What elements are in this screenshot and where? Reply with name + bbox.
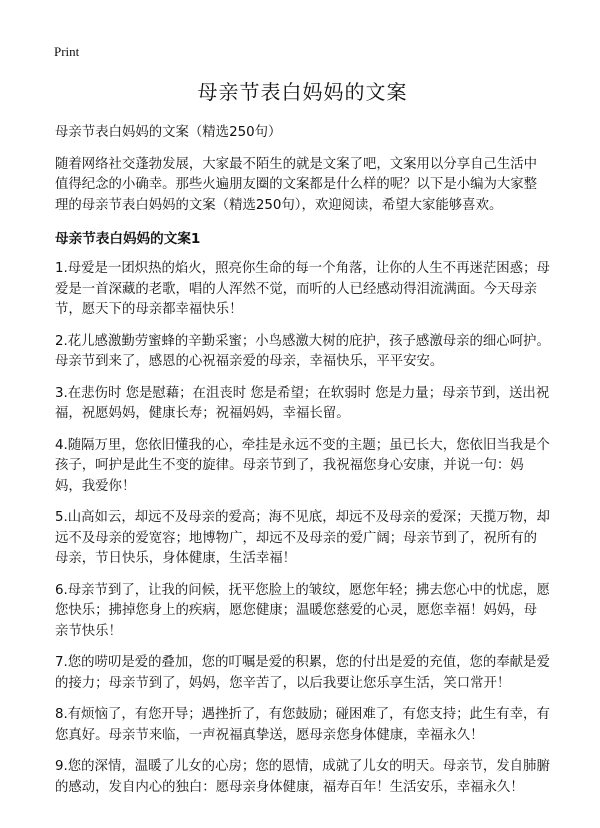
- list-item: 3.在悲伤时 您是慰藉；在沮丧时 您是希望；在软弱时 您是力量；母亲节到，送出祝福，祝愿妈妈，健康长寿；祝福妈妈，幸福长留。: [55, 385, 550, 421]
- list-item: 4.随隔万里，您依旧懂我的心，牵挂是永远不变的主题；虽已长大，您依旧当我是个孩子，呵护是此生不变的旋律。母亲节到了，我祝福您身心安康，并说一句：妈妈，我爱你！: [55, 437, 550, 494]
- section-heading: 母亲节表白妈妈的文案1: [55, 231, 201, 247]
- page-title: 母亲节表白妈妈的文案: [197, 80, 408, 104]
- list-item: 1.母爱是一团炽热的焰火，照亮你生命的每一个角落，让你的人生不再迷茫困惑；母爱是一首深藏的老歌，唱的人浑然不觉，而听的人已经感动得泪流满面。今天母亲节，愿天下的母亲都幸福快乐！: [55, 261, 550, 317]
- list-item: 7.您的唠叨是爱的叠加，您的叮嘱是爱的积累，您的付出是爱的充值，您的奉献是爱的接力；母亲节到了，妈妈，您辛苦了，以后我要让您乐享生活，笑口常开！: [55, 655, 550, 691]
- intro-paragraph: 随着网络社交蓬勃发展，大家最不陌生的就是文案了吧，文案用以分享自己生活中值得纪念的小确幸。那些火遍朋友圈的文案都是什么样的呢？以下是小编为大家整理的母亲节表白妈妈的文案（精选250句），欢迎阅读，希望大家能够喜欢。: [55, 156, 538, 213]
- list-item: 9.您的深情，温暖了儿女的心房；您的恩情，成就了儿女的明天。母亲节，发自肺腑的感动，发自内心的独白：愿母亲身体健康，福寿百年！生活安乐，幸福永久！: [55, 759, 550, 795]
- print-link[interactable]: Print: [54, 44, 80, 59]
- list-item: 6.母亲节到了，让我的问候，抚平您脸上的皱纹，愿您年轻；拂去您心中的忧虑，愿您快乐；拂掉您身上的疾病，愿您健康；温暖您慈爱的心灵，愿您幸福！妈妈，母亲节快乐！: [55, 582, 550, 639]
- subtitle: 母亲节表白妈妈的文案（精选250句）: [55, 125, 282, 140]
- list-item: 5.山高如云，却远不及母亲的爱高；海不见底，却远不及母亲的爱深；天揽万物，却远不及母亲的爱宽容；地博物广，却远不及母亲的爱广阔；母亲节到了，祝所有的母亲，节日快乐，身体健康，生活幸福！: [55, 510, 550, 566]
- list-item: 2.花儿感激勤劳蜜蜂的辛勤采蜜；小鸟感激大树的庇护，孩子感激母亲的细心呵护。母亲节到来了，感恩的心祝福亲爱的母亲，幸福快乐，平平安安。: [55, 333, 550, 369]
- list-item: 8.有烦恼了，有您开导；遇挫折了，有您鼓励；碰困难了，有您支持；此生有幸，有您真好。母亲节来临，一声祝福真挚送，愿母亲您身体健康，幸福永久！: [55, 707, 550, 743]
